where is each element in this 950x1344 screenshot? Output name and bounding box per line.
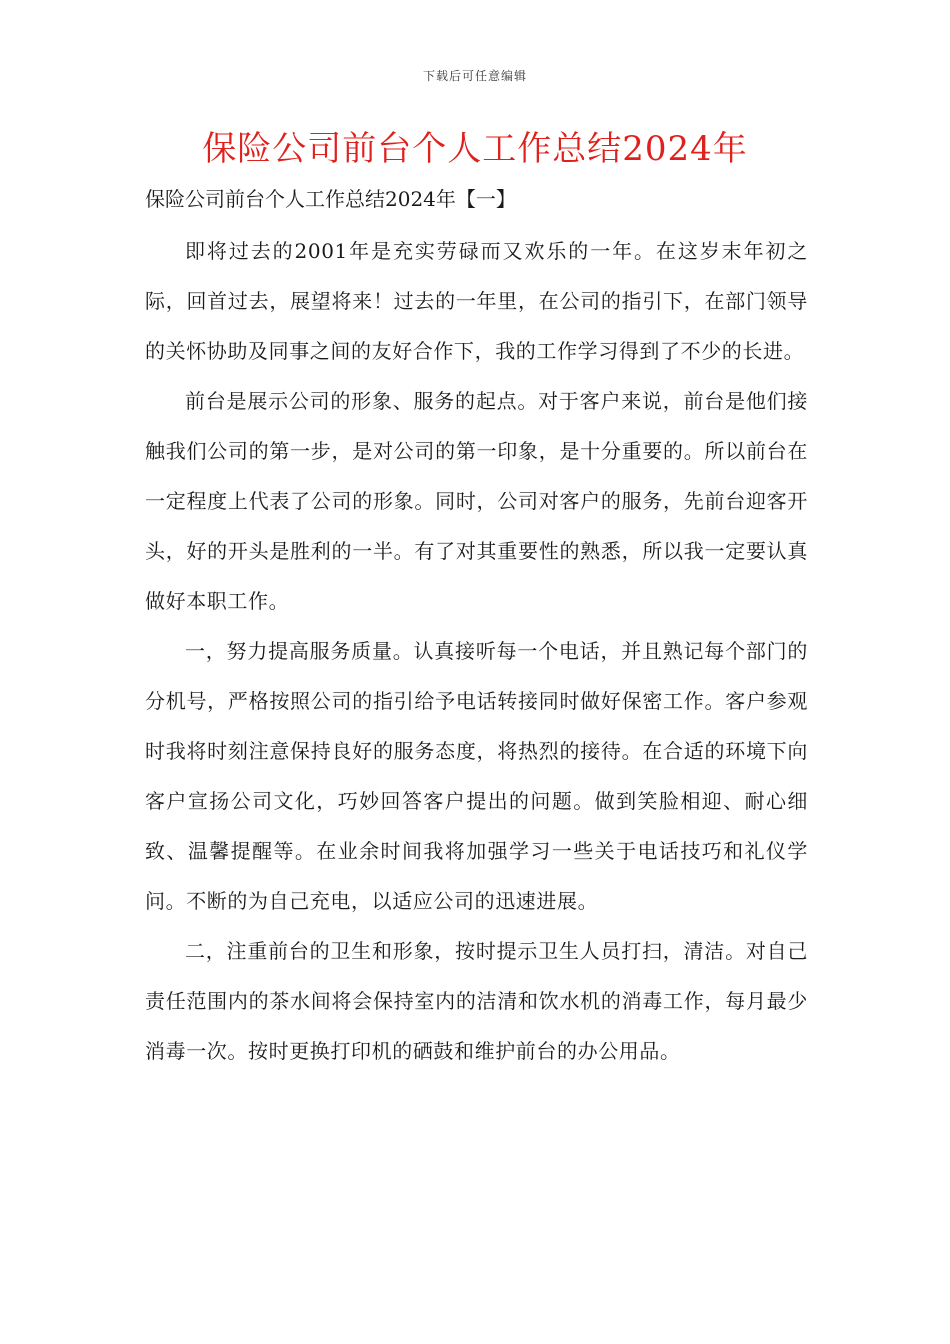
paragraph-front-desk-role: 前台是展示公司的形象、服务的起点。对于客户来说，前台是他们接触我们公司的第一步，是对公司的第一印象，是十分重要的。所以前台在一定程度上代表了公司的形象。同时，公司对客户的服务，先前台迎客开头，好的开头是胜利的一半。有了对其重要性的熟悉，所以我一定要认真做好本职工作。 (145, 389, 808, 613)
header-note: 下载后可任意编辑 (422, 69, 527, 83)
paragraph-hygiene: 二，注重前台的卫生和形象，按时提示卫生人员打扫，清洁。对自己责任范围内的茶水间将会保持室内的洁清和饮水机的消毒工作，每月最少消毒一次。按时更换打印机的硒鼓和维护前台的办公用品。 (145, 939, 808, 1063)
section-heading: 保险公司前台个人工作总结2024年【一】 (145, 187, 516, 211)
paragraph-service-quality: 一，努力提高服务质量。认真接听每一个电话，并且熟记每个部门的分机号，严格按照公司的指引给予电话转接同时做好保密工作。客户参观时我将时刻注意保持良好的服务态度，将热烈的接待。在合适的环境下向客户宣扬公司文化，巧妙回答客户提出的问题。做到笑脸相迎、耐心细致、温馨提醒等。在业余时间我将加强学习一些关于电话技巧和礼仪学问。不断的为自己充电，以适应公司的迅速进展。 (145, 639, 808, 913)
body-text (145, 226, 808, 1076)
paragraph-intro: 即将过去的2001年是充实劳碌而又欢乐的一年。在这岁末年初之际，回首过去，展望将来！过去的一年里，在公司的指引下，在部门领导的关怀协助及同事之间的友好合作下，我的工作学习得到了不少的长进。 (145, 239, 808, 363)
document-title: 保险公司前台个人工作总结2024年 (202, 129, 748, 169)
